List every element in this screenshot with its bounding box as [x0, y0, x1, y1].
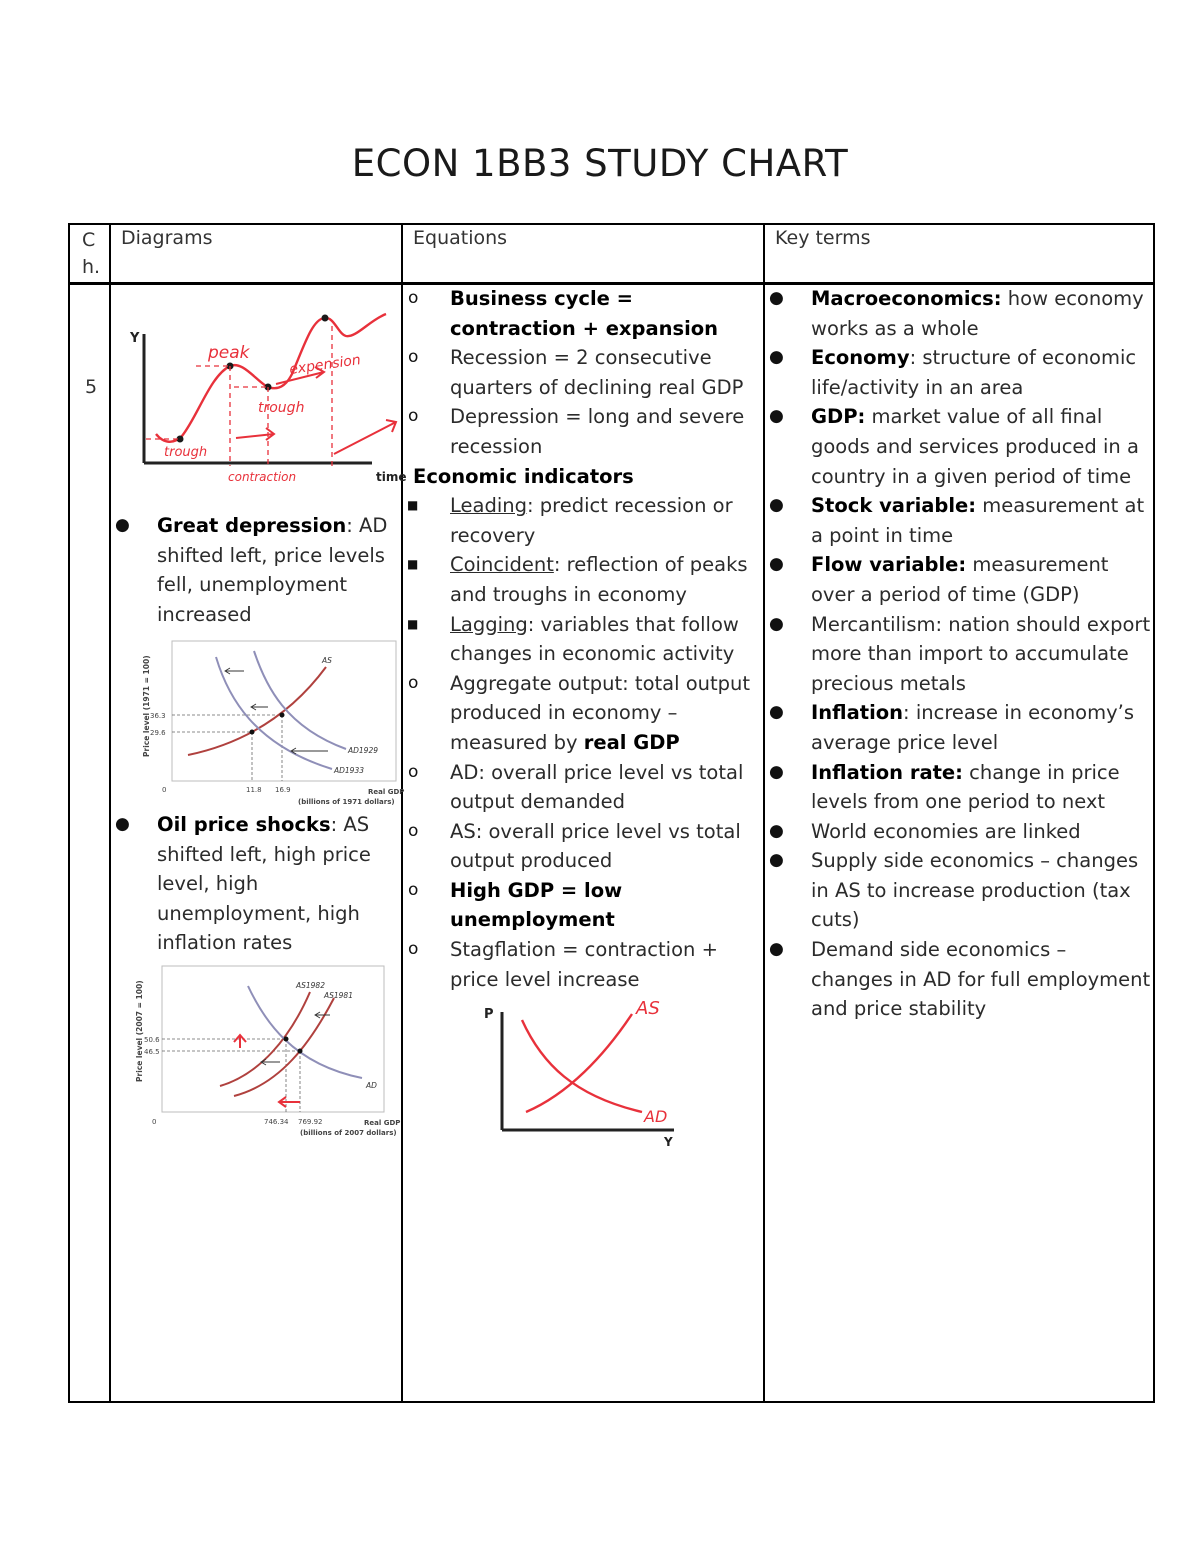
ad-1929-label: AD1929 — [348, 746, 378, 755]
column-divider — [763, 223, 765, 1403]
indicator-leading: ■ Leading: predict recession or recovery — [407, 494, 733, 547]
term-oil-price-shocks: Oil price shocks — [157, 813, 331, 836]
y-axis-title: Price level (2007 = 100) — [135, 980, 144, 1082]
x-tick-769-92: 769.92 — [298, 1118, 323, 1126]
table-border-right — [1153, 223, 1155, 1403]
oil-shock-figure — [130, 964, 401, 1140]
equation-item: o Business cycle = contraction + expansion — [408, 287, 719, 340]
key-terms-column — [766, 284, 1151, 1024]
cycle-curve — [156, 314, 386, 442]
equation-item: o Stagflation = contraction + price level increase — [408, 938, 718, 991]
annotation-peak: peak — [208, 343, 250, 363]
table-border-top — [68, 223, 1155, 225]
key-term-item: ● Inflation rate: change in price levels from one period to next — [769, 760, 1120, 814]
key-term-item: ● Supply side economics – changes in AS to increase production (tax cuts) — [769, 849, 1139, 932]
ad-1933-label: AD1933 — [334, 766, 364, 775]
header-key-terms: Key terms — [775, 227, 871, 249]
x-axis-title: Real GDP — [368, 788, 405, 796]
header-ch: C h. — [82, 229, 101, 278]
equation-item: o Recession = 2 consecutive quarters of declining real GDP — [408, 346, 744, 399]
key-term-item: ● Demand side economics – changes in AD for full employment and price stability — [769, 938, 1151, 1021]
key-term-item: ● GDP: market value of all final goods and services produced in a country in a given period of time — [769, 405, 1139, 488]
page-title: ECON 1BB3 STUDY CHART — [351, 142, 849, 185]
x-tick-746-34: 746.34 — [264, 1118, 289, 1126]
annotation-trough: trough — [164, 445, 208, 460]
key-term-item: ● Inflation: increase in economy’s average price level — [769, 701, 1135, 754]
as-label: AS — [322, 656, 332, 665]
x-axis-title: Real GDP — [364, 1119, 401, 1127]
header-equations: Equations — [413, 227, 508, 249]
equation-item: o AS: overall price level vs total output produced — [408, 819, 741, 873]
as-ad-figure — [478, 994, 698, 1152]
x-axis-units: (billions of 1971 dollars) — [298, 798, 395, 806]
indicator-lagging: ■ Lagging: variables that follow changes in economic activity — [407, 612, 739, 666]
x-tick-16-9: 16.9 — [275, 786, 291, 794]
diagram-bullet-oil-shocks — [112, 810, 397, 958]
annotation-expansion: expension — [288, 352, 362, 378]
equations-column — [405, 284, 760, 994]
desc-great-depression: : AD shifted left, price levels fell, unemployment increased — [157, 514, 388, 626]
x-axis-units: (billions of 2007 dollars) — [300, 1129, 397, 1137]
business-cycle-figure — [124, 306, 406, 486]
ad-label: AD — [644, 1107, 668, 1126]
column-divider — [109, 223, 111, 1403]
bullet-dot: ● — [115, 515, 130, 535]
key-term-item: ● Economy: structure of economic life/activity in an area — [769, 346, 1137, 399]
y-tick-50-6: 50.6 — [144, 1036, 160, 1044]
ad-label: AD — [366, 1081, 377, 1090]
as-1981-label: AS1981 — [324, 991, 353, 1000]
economic-indicators-heading: Economic indicators — [413, 464, 634, 488]
y-tick-29-6: 29.6 — [150, 729, 166, 737]
y-tick-46-5: 46.5 — [144, 1048, 160, 1056]
indicator-coincident: ■ Coincident: reflection of peaks and troughs in economy — [407, 553, 748, 606]
annotation-contraction: contraction — [228, 470, 297, 484]
equation-item: o AD: overall price level vs total output demanded — [408, 760, 744, 814]
key-term-item: ● Mercantilism: nation should export more than import to accumulate precious metals — [769, 612, 1151, 695]
great-depression-figure — [136, 637, 405, 809]
equation-item: o Depression = long and severe recession — [408, 405, 745, 458]
y-axis-label: Y — [130, 331, 140, 346]
key-term-item: ● World economies are linked — [769, 819, 1081, 843]
ad-curve — [522, 1020, 642, 1112]
x-axis-label: time — [376, 470, 407, 484]
equation-item: o High GDP = low unemployment — [408, 878, 623, 932]
as-curve — [526, 1014, 632, 1112]
term-great-depression: Great depression — [157, 514, 347, 537]
y-axis-title: Price level (1971 = 100) — [142, 655, 151, 757]
p-axis-label: P — [484, 1007, 494, 1022]
as-1982-label: AS1982 — [296, 981, 325, 990]
y-tick-36-3: 36.3 — [150, 712, 166, 720]
header-diagrams: Diagrams — [121, 227, 213, 249]
origin-label: 0 — [152, 1118, 157, 1126]
bullet-dot: ● — [115, 814, 130, 834]
annotation-trough: trough — [258, 400, 305, 416]
diagram-bullet-great-depression — [112, 511, 397, 629]
chapter-number: 5 — [85, 376, 98, 398]
y-axis-label: Y — [664, 1135, 673, 1149]
peak-point — [322, 315, 329, 322]
key-term-item: ● Flow variable: measurement over a period of time (GDP) — [769, 553, 1109, 606]
x-tick-11-8: 11.8 — [246, 786, 262, 794]
key-term-item: ● Stock variable: measurement at a point in time — [769, 494, 1145, 547]
origin-label: 0 — [162, 786, 167, 794]
table-border-left — [68, 223, 70, 1403]
desc-oil-price-shocks: : AS shifted left, high price level, high unemployment, high inflation rates — [157, 813, 371, 955]
as-label: AS — [636, 998, 660, 1019]
key-term-item: ● Macroeconomics: how economy works as a whole — [769, 287, 1144, 340]
equation-item: o Aggregate output: total output produced in economy – measured by real GDP — [408, 671, 751, 754]
table-border-bottom — [68, 1401, 1155, 1403]
